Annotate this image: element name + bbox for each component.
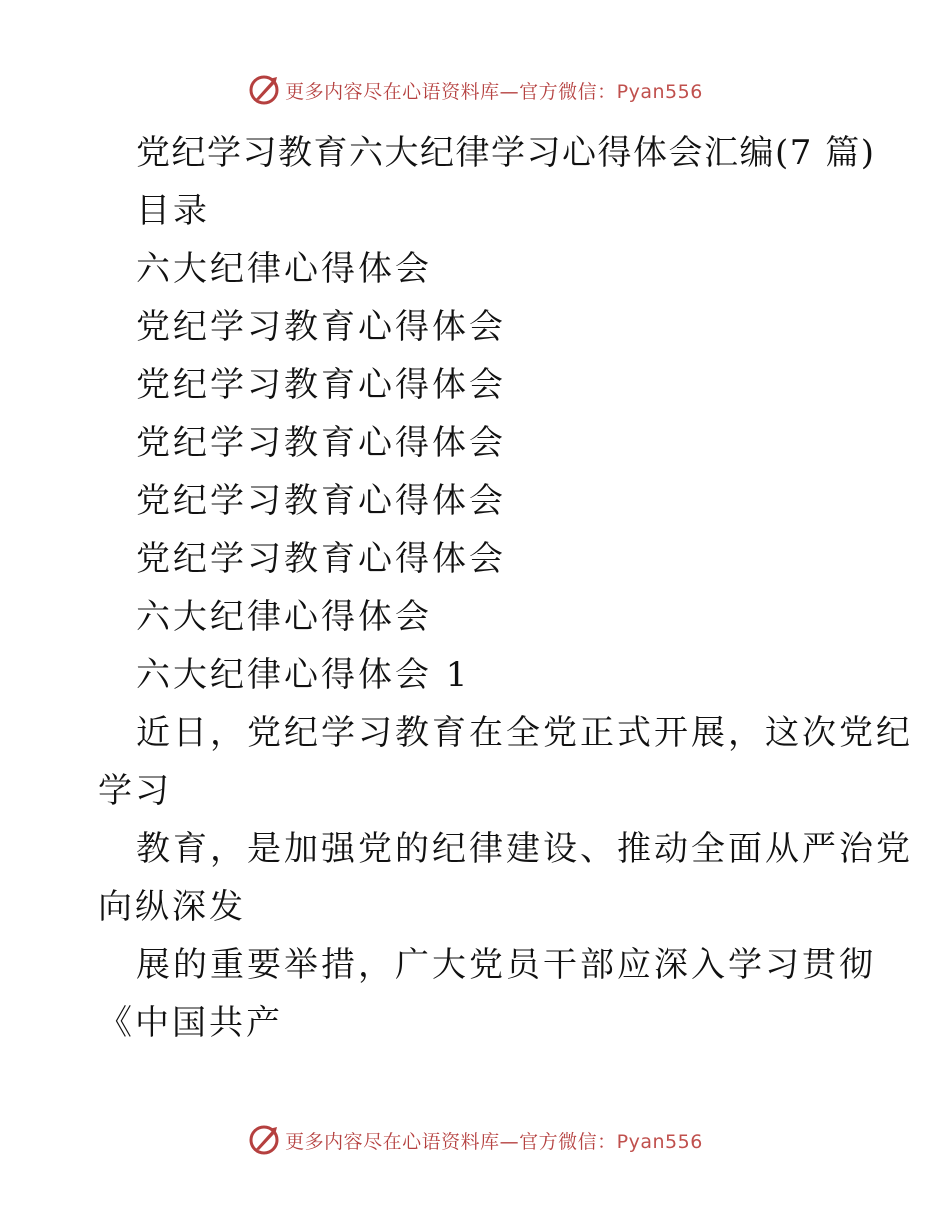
quill-logo-icon [247,73,281,107]
body-line: 近日，党纪学习教育在全党正式开展，这次党纪 [136,713,913,753]
body-line: 展的重要举措，广大党员干部应深入学习贯彻 [136,945,876,985]
toc-item: 党纪学习教育心得体会 [136,365,506,405]
header-watermark [0,70,950,110]
toc-item: 党纪学习教育心得体会 [136,539,506,579]
section-title: 六大纪律心得体会 1 [136,655,471,695]
body-line: 向纵深发 [98,887,246,927]
toc-item: 六大纪律心得体会 [136,597,432,637]
watermark-text: 更多内容尽在心语资料库—官方微信：Pyan556 [285,1130,703,1153]
toc-item: 党纪学习教育心得体会 [136,423,506,463]
document-title: 党纪学习教育六大纪律学习心得体会汇编(7 篇) [136,133,876,173]
quill-logo-icon [247,1123,281,1157]
body-line: 教育，是加强党的纪律建设、推动全面从严治党 [136,829,913,869]
body-text [98,704,913,1052]
toc-heading: 目录 [136,191,210,231]
watermark-text: 更多内容尽在心语资料库—官方微信：Pyan556 [285,80,703,103]
toc-item: 党纪学习教育心得体会 [136,307,506,347]
document-body [98,124,913,1052]
body-line: 学习 [98,771,172,811]
toc-item: 六大纪律心得体会 [136,249,432,289]
body-line: 《中国共产 [98,1003,283,1043]
footer-watermark [0,1120,950,1160]
toc-item: 党纪学习教育心得体会 [136,481,506,521]
table-of-contents [98,240,858,646]
